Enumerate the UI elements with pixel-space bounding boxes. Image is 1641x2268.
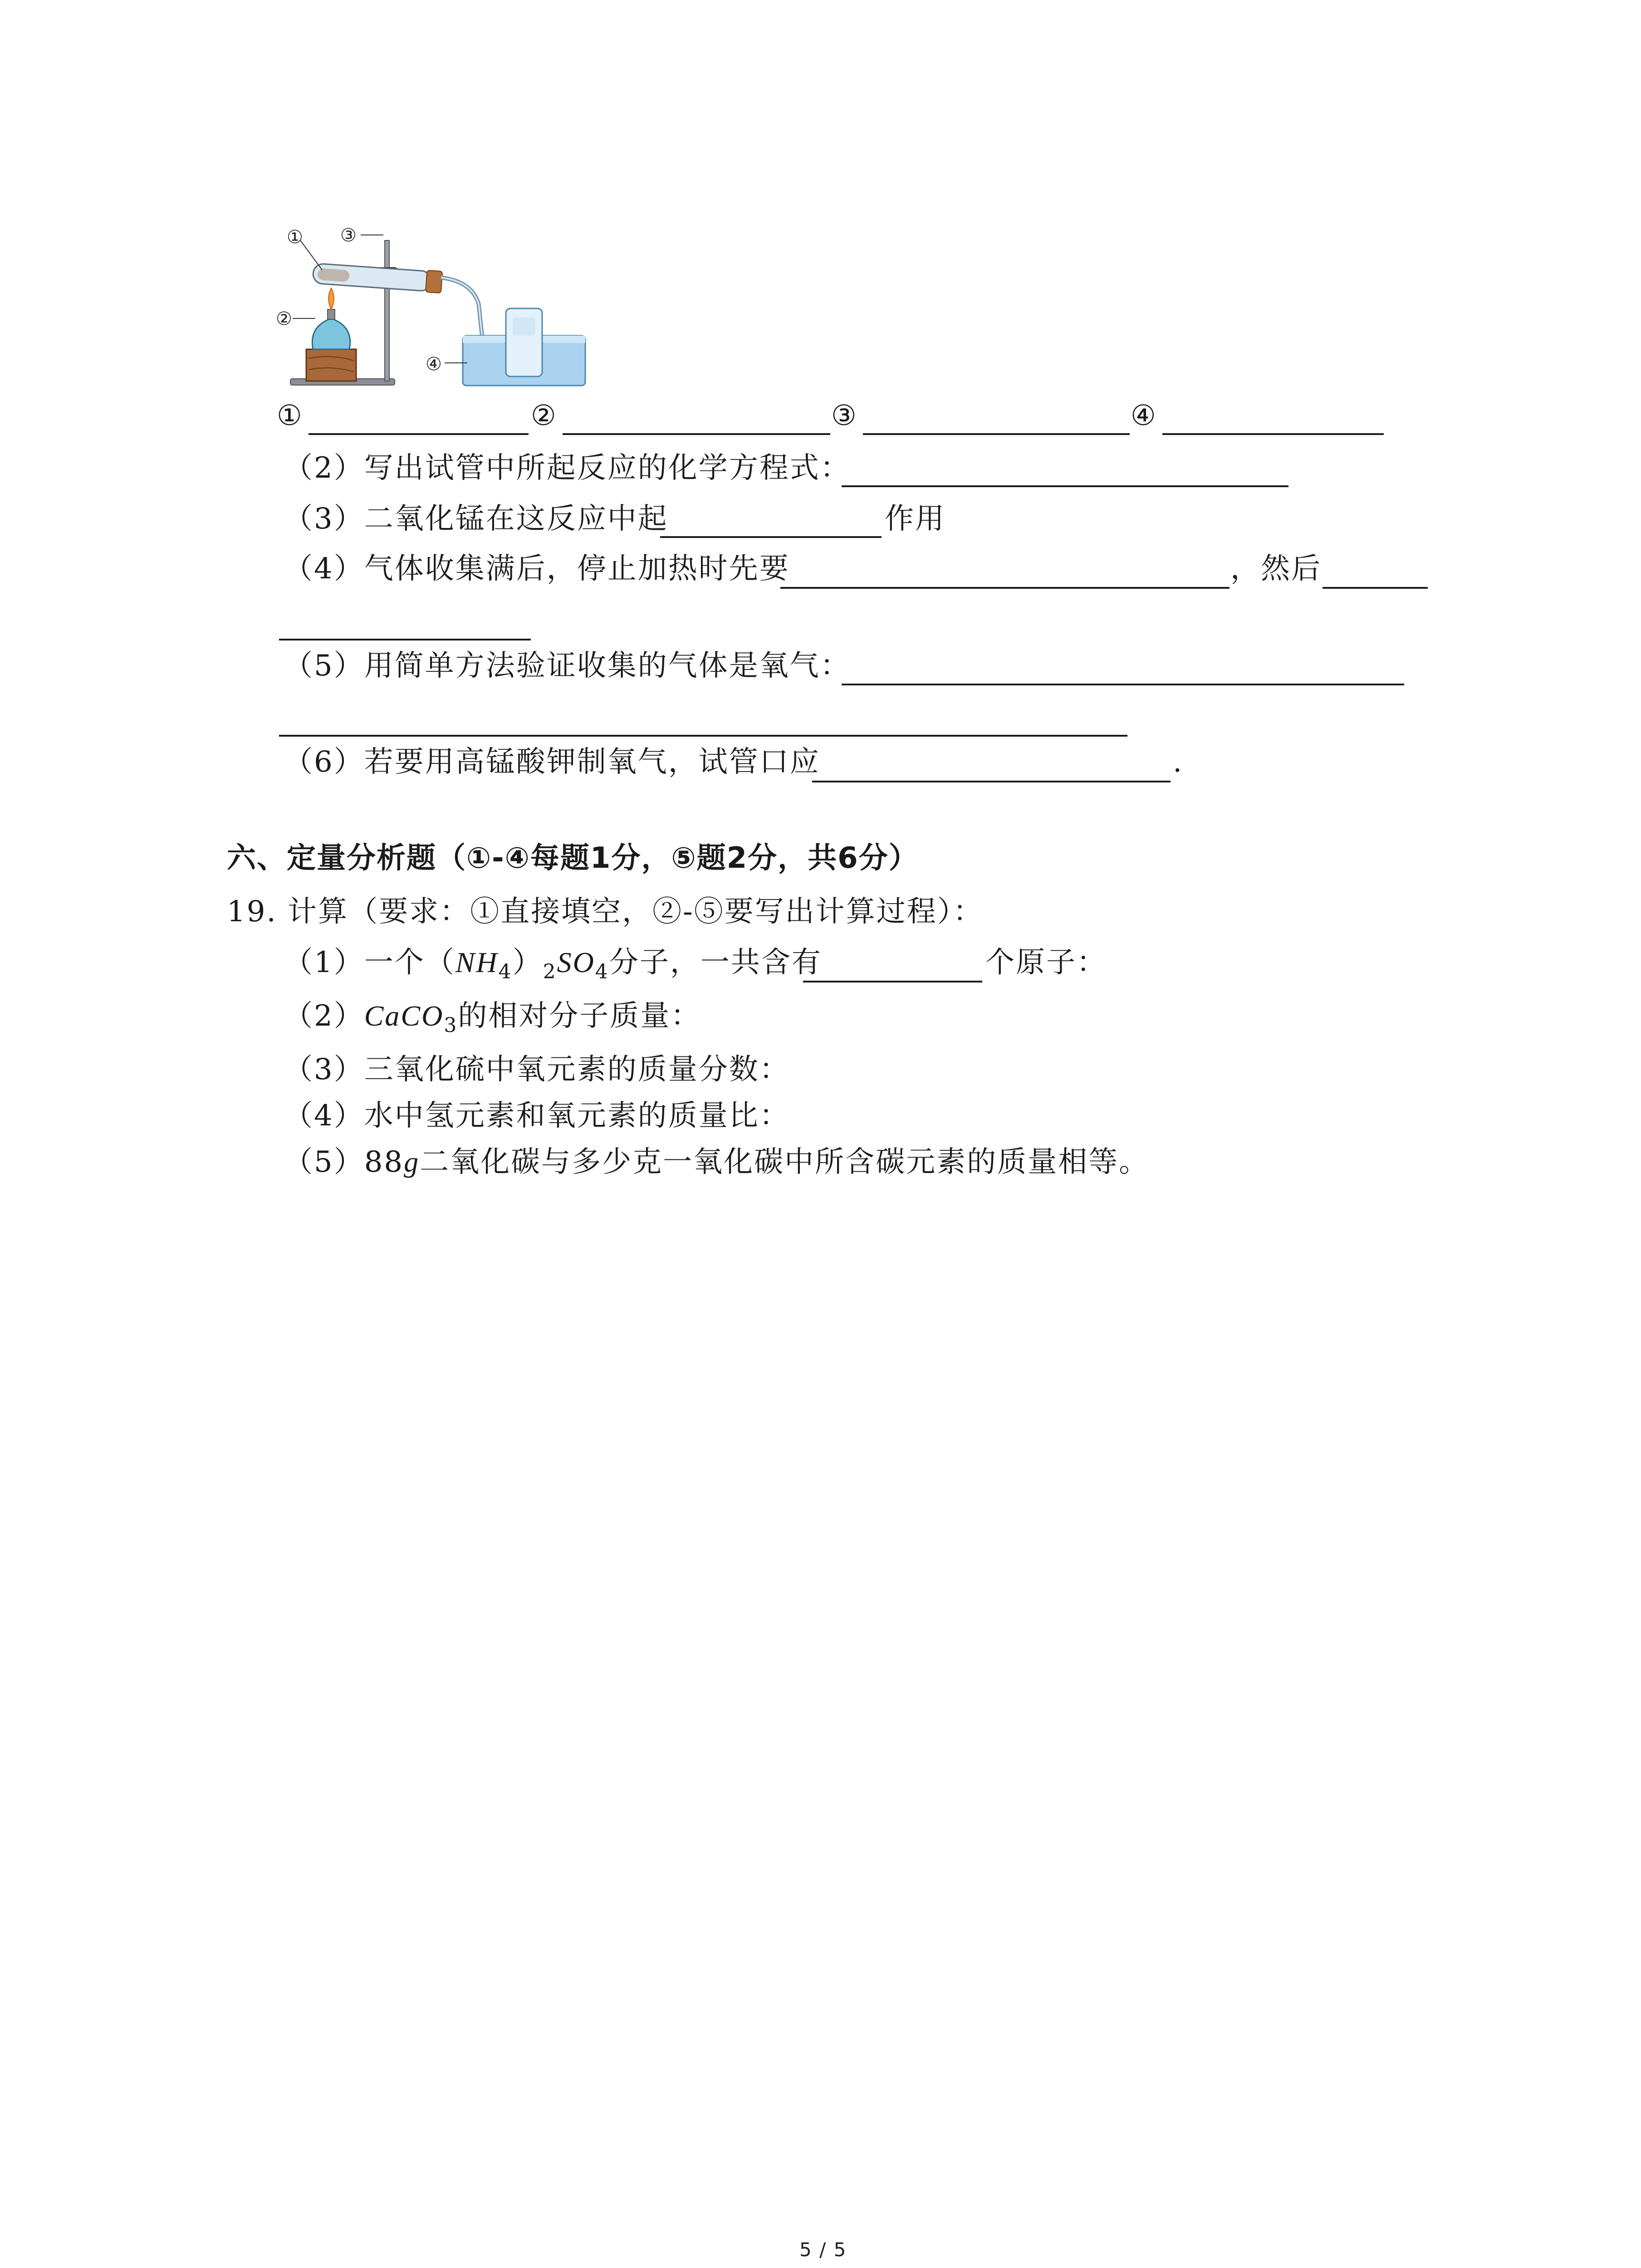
q19-1-mid: 分子，一共含有 bbox=[609, 946, 822, 979]
q5-blank-2[interactable] bbox=[279, 735, 1127, 737]
so-subscript-before: 2 bbox=[543, 960, 557, 983]
q4-text: （4）气体收集满后，停止加热时先要 bbox=[284, 552, 790, 586]
q19-2-prefix: （2） bbox=[284, 999, 364, 1033]
q1-marker-4: ④ bbox=[1131, 399, 1157, 432]
gram-unit: g bbox=[404, 1146, 420, 1178]
q4-blank-2-cont[interactable] bbox=[279, 639, 531, 640]
q1-marker-2: ② bbox=[531, 399, 558, 432]
q19-3-text: （3）三氧化硫中氧元素的质量分数： bbox=[284, 1053, 790, 1086]
page-number: 5 / 5 bbox=[799, 2239, 847, 2261]
q1-marker-1: ① bbox=[277, 399, 304, 432]
q19-1-blank[interactable] bbox=[803, 981, 982, 982]
q6-text: （6）若要用高锰酸钾制氧气，试管口应 bbox=[284, 745, 820, 779]
q19-1-prefix: （1）一个（ bbox=[284, 946, 456, 979]
q19-4-text: （4）水中氢元素和氧元素的质量比： bbox=[284, 1099, 790, 1133]
q3-blank[interactable] bbox=[660, 536, 882, 538]
q1-blank-4[interactable] bbox=[1162, 433, 1384, 435]
flame-icon bbox=[328, 288, 334, 309]
q19-1-close: ） bbox=[512, 946, 543, 979]
q1-blank-2[interactable] bbox=[563, 433, 830, 435]
q19-1-line bbox=[284, 944, 822, 984]
q19-1-suffix: 个原子： bbox=[985, 946, 1107, 979]
q6-suffix: . bbox=[1173, 745, 1184, 779]
label-3: ③ bbox=[340, 225, 357, 246]
q19-stem: 19. 计算（要求：①直接填空，②-⑤要写出计算过程）： bbox=[227, 895, 984, 929]
label-4: ④ bbox=[426, 354, 442, 375]
q4-blank-1[interactable] bbox=[780, 587, 1230, 589]
label-2: ② bbox=[276, 308, 292, 329]
q4-blank-2[interactable] bbox=[1323, 587, 1428, 589]
nh-formula: NH bbox=[455, 946, 499, 978]
label-1: ① bbox=[287, 227, 303, 248]
q19-5-suffix: 二氧化碳与多少克一氧化碳中所含碳元素的质量相等。 bbox=[420, 1145, 1150, 1179]
q1-blank-1[interactable] bbox=[309, 433, 529, 435]
wooden-block bbox=[306, 349, 356, 381]
q2-text: （2）写出试管中所起反应的化学方程式： bbox=[284, 451, 851, 485]
q2-blank[interactable] bbox=[842, 485, 1288, 487]
q1-blank-3[interactable] bbox=[863, 433, 1130, 435]
q19-5-line bbox=[284, 1144, 1149, 1180]
stand-rod bbox=[385, 240, 389, 381]
caco3-formula: CaCO bbox=[364, 1000, 444, 1032]
alcohol-lamp bbox=[312, 318, 350, 349]
q5-text: （5）用简单方法验证收集的气体是氧气： bbox=[284, 649, 851, 683]
q1-marker-3: ③ bbox=[831, 399, 858, 432]
q19-5-prefix: （5）88 bbox=[284, 1145, 404, 1179]
section-6-heading: 六、定量分析题（①-④每题1分，⑤题2分，共6分） bbox=[227, 841, 919, 875]
q3-text: （3）二氧化锰在这反应中起 bbox=[284, 502, 668, 536]
test-tube bbox=[313, 262, 443, 293]
nh-subscript: 4 bbox=[498, 960, 513, 983]
so-formula: SO bbox=[557, 946, 595, 978]
oxygen-apparatus-figure bbox=[272, 213, 599, 399]
q3-suffix: 作用 bbox=[885, 502, 945, 536]
so-subscript: 4 bbox=[595, 960, 609, 983]
q6-blank[interactable] bbox=[812, 781, 1171, 782]
q19-2-suffix: 的相对分子质量： bbox=[458, 999, 701, 1033]
q4-middle: ，然后 bbox=[1230, 552, 1322, 586]
q5-blank-1[interactable] bbox=[842, 684, 1404, 685]
q19-2-line bbox=[284, 998, 701, 1037]
caco3-subscript: 3 bbox=[444, 1014, 458, 1037]
